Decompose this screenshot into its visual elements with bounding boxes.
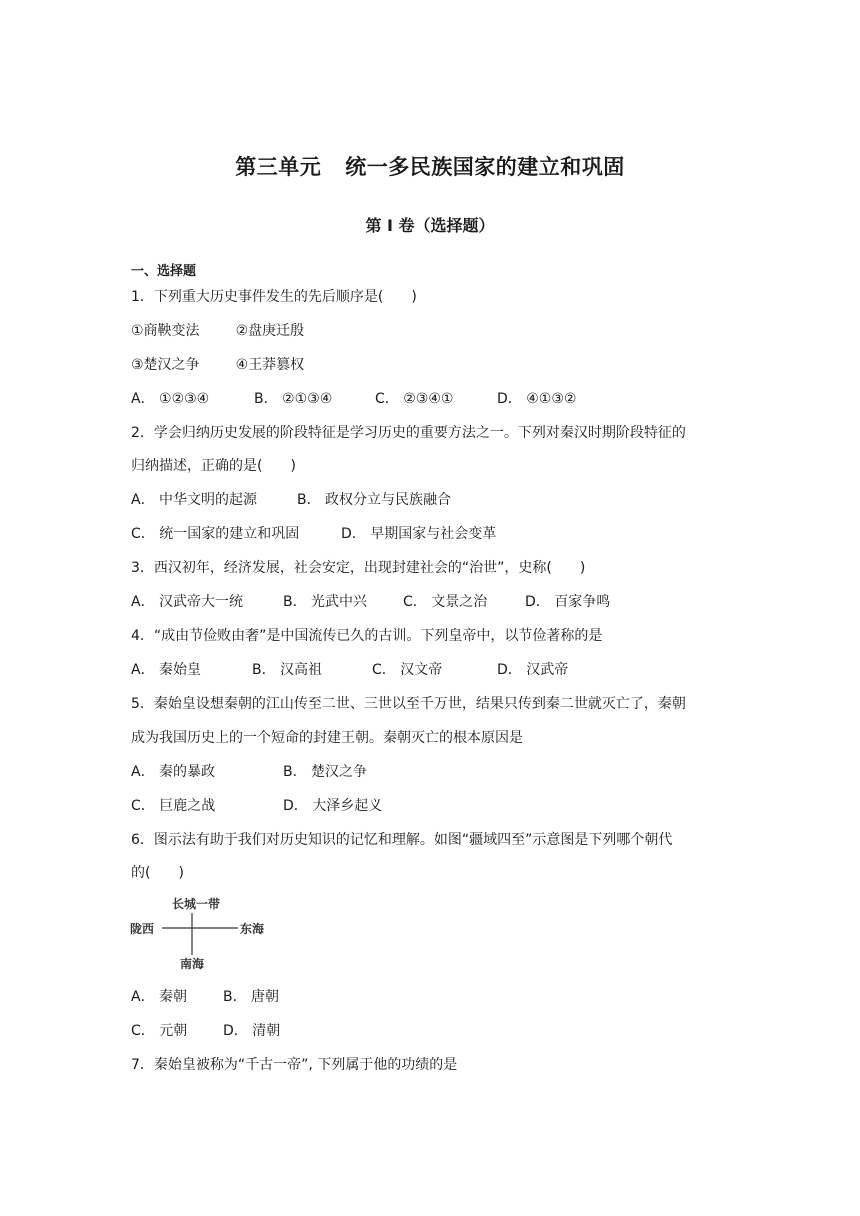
question-2-stem-line-2: 归纳描述，正确的是( ) <box>131 458 296 474</box>
question-6-option-b[interactable]: B． 唐朝 <box>223 989 280 1005</box>
question-1-option-c[interactable]: C． ②③④① <box>375 391 454 407</box>
question-1-items-row-2 <box>131 354 304 374</box>
question-1-item-3: ③楚汉之争 <box>131 357 200 373</box>
title-topic: 统一多民族国家的建立和巩固 <box>345 155 625 179</box>
question-1-option-a[interactable]: A． ①②③④ <box>131 391 210 407</box>
question-2-option-b[interactable]: B． 政权分立与民族融合 <box>297 492 452 508</box>
question-4-option-d[interactable]: D． 汉武帝 <box>497 662 569 678</box>
question-1-item-1: ①商鞅变法 <box>131 323 200 339</box>
question-4-stem: 4．“成由节俭败由奢”是中国流传已久的古训。下列皇帝中，以节俭著称的是 <box>131 628 603 644</box>
section-heading: 一、选择题 <box>131 264 197 279</box>
territory-diagram <box>130 895 270 970</box>
question-3-option-c[interactable]: C． 文景之治 <box>403 594 488 610</box>
question-5-option-c[interactable]: C． 巨鹿之战 <box>131 798 216 814</box>
territory-west-label: 陇西 <box>130 922 155 936</box>
question-4-options <box>131 659 731 679</box>
title-unit: 第三单元 <box>235 155 322 179</box>
question-1-option-b[interactable]: B． ②①③④ <box>254 391 333 407</box>
question-1-item-2: ②盘庚迁殷 <box>235 323 305 339</box>
paper-subtitle: 第 I 卷（选择题） <box>365 216 495 235</box>
territory-south-label: 南海 <box>180 957 205 971</box>
question-4-option-a[interactable]: A． 秦始皇 <box>131 662 202 678</box>
question-3-stem: 3．西汉初年，经济发展，社会安定，出现封建社会的“治世”，史称( ) <box>131 560 586 576</box>
question-3-option-b[interactable]: B． 光武中兴 <box>283 594 368 610</box>
question-6-stem-line-1: 6．图示法有助于我们对历史知识的记忆和理解。如图“疆域四至”示意图是下列哪个朝代 <box>131 832 673 848</box>
question-2-stem-line-1: 2．学会归纳历史发展的阶段特征是学习历史的重要方法之一。下列对秦汉时期阶段特征的 <box>131 425 686 441</box>
page-title <box>0 151 860 181</box>
question-1-items-row-1 <box>131 320 304 340</box>
territory-east-label: 东海 <box>240 922 265 936</box>
question-4-option-c[interactable]: C． 汉文帝 <box>372 662 443 678</box>
question-1-item-4: ④王莽篡权 <box>235 357 305 373</box>
question-5-stem-line-2: 成为我国历史上的一个短命的封建王朝。秦朝灭亡的根本原因是 <box>131 730 523 746</box>
question-2-options-row-2 <box>131 523 731 543</box>
question-6-stem-line-2: 的( ) <box>131 865 184 881</box>
question-6-option-c[interactable]: C． 元朝 <box>131 1023 188 1039</box>
question-2-option-c[interactable]: C． 统一国家的建立和巩固 <box>131 526 300 542</box>
question-3-option-a[interactable]: A． 汉武帝大一统 <box>131 594 244 610</box>
question-5-options-row-1 <box>131 761 731 781</box>
question-1-options <box>131 388 731 408</box>
question-3-options <box>131 591 731 611</box>
question-6-options-row-1 <box>131 986 731 1006</box>
territory-north-label: 长城一带 <box>172 897 221 911</box>
question-1-stem: 1．下列重大历史事件发生的先后顺序是( ) <box>131 289 417 305</box>
question-5-option-a[interactable]: A． 秦的暴政 <box>131 764 216 780</box>
question-4-option-b[interactable]: B． 汉高祖 <box>252 662 323 678</box>
question-1-option-d[interactable]: D． ④①③② <box>497 391 577 407</box>
question-6-options-row-2 <box>131 1020 731 1040</box>
question-3-option-d[interactable]: D． 百家争鸣 <box>525 594 611 610</box>
question-5-option-b[interactable]: B． 楚汉之争 <box>283 764 368 780</box>
question-5-options-row-2 <box>131 795 731 815</box>
question-2-option-a[interactable]: A． 中华文明的起源 <box>131 492 258 508</box>
question-7-stem: 7．秦始皇被称为“千古一帝”, 下列属于他的功绩的是 <box>131 1057 458 1073</box>
question-5-stem-line-1: 5．秦始皇设想秦朝的江山传至二世、三世以至千万世，结果只传到秦二世就灭亡了，秦朝 <box>131 696 686 712</box>
question-5-option-d[interactable]: D． 大泽乡起义 <box>283 798 383 814</box>
question-6-option-a[interactable]: A． 秦朝 <box>131 989 188 1005</box>
question-2-options-row-1 <box>131 489 731 509</box>
question-6-option-d[interactable]: D． 清朝 <box>223 1023 281 1039</box>
question-2-option-d[interactable]: D． 早期国家与社会变革 <box>341 526 497 542</box>
